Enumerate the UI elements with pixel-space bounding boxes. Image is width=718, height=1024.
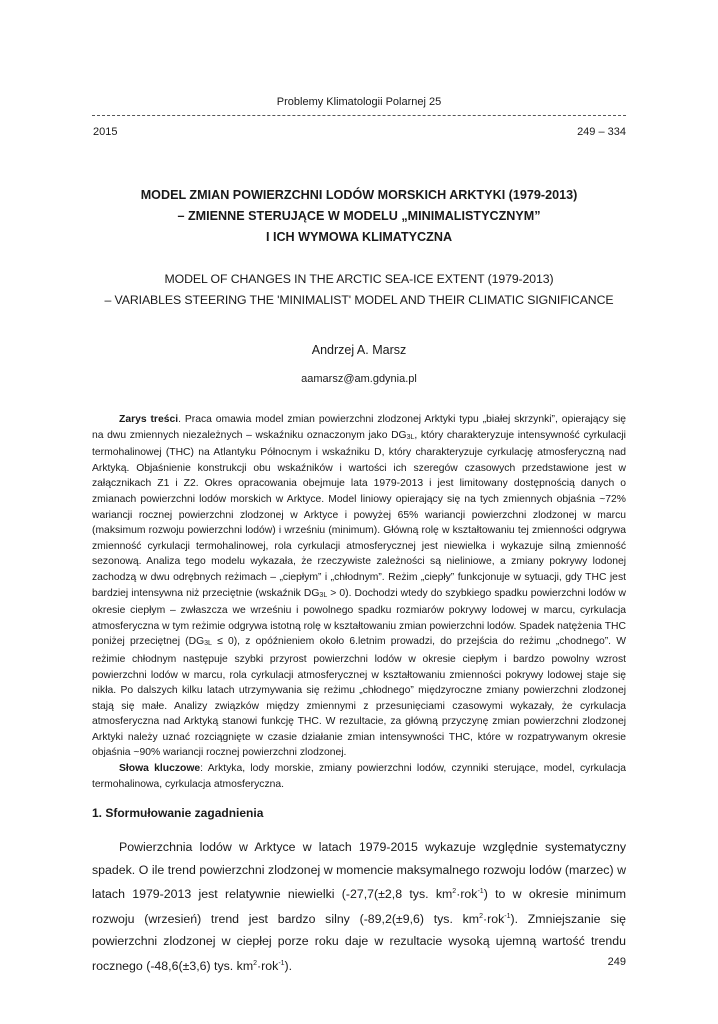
subscript: 3L — [204, 640, 212, 648]
abstract-paragraph — [92, 412, 626, 761]
title-english — [92, 269, 626, 311]
body-text-run: ). Zmniejszanie się powierzchni zlodzonej w ciepłej porze roku daje w rezultacie wysoką ujemną wartość trendu rocznego (-48,6(±3,6) tys. km — [92, 911, 626, 973]
subscript: 3L — [319, 591, 328, 599]
keywords-label: Słowa kluczowe — [119, 763, 201, 775]
abstract-text: , który charakteryzuje intensywność cyrkulacji termohalinowej (THC) na Atlantyku Północnym i wskaźniku D, który charakteryzuje cyrkulację atmosferyczną nad Arktyką. Objaśnienie konstrukcji obu wskaźników i wartości ich szeregów czasowych przedstawione jest w załącznikach Z1 i Z2. Okres opracowania obejmuje lata 1979-2013 i jest limitowany dostępnością danych o zmianach powierzchni lodów morskich w Arktyce. Model liniowy opierający się na tych zmiennych objaśnia ~72% wariancji rocznej powierzchni zlodzonej w Arktyce i powyżej 65% wariancji powierzchni zlodzonej w marcu (maksimum rozwoju powierzchni lodów) i wrześniu (minimum). Główną rolę w kształtowaniu tej zmienności odgrywa zmienność cyrkulacji termohalinowej, rola cyrkulacji atmosferycznej jest niewielka i wykazuje silną zmienność sezonową. Analiza tego modelu wykazała, że rzeczywiste zależności są nieliniowe, a zmiany pokrywy lodonej zachodzą w dwu odrębnych reżimach – „ciepłym” i „chłodnym”. Reżim „ciepły” funkcjonuje w sytuacji, gdy THC jest bardziej intensywna niż przeciętnie (wskaźnik DG — [92, 429, 626, 599]
superscript: -1 — [278, 959, 285, 967]
title-polish-line: I ICH WYMOWA KLIMATYCZNA — [265, 230, 453, 244]
superscript: -1 — [477, 888, 484, 895]
title-english-line: MODEL OF CHANGES IN THE ARCTIC SEA-ICE EXTENT (1979-2013) — [164, 272, 554, 286]
author-name: Andrzej A. Marsz — [311, 343, 407, 357]
superscript: 2 — [479, 912, 483, 920]
abstract-label: Zarys treści — [119, 414, 179, 425]
abstract-text: ≤ 0), z opóźnieniem około 6.letnim prowadzi, do przejścia do reżimu „chodnego”. W reżimie chłodnym następuje szybki przyrost powierzchni lodów w okresie ciepłym i bardzo powolny wzrost powierzchni lodów w marcu, rola cyrkulacji atmosferycznej w kształtowaniu zmienności pokrywy lodowej staje się nikła. Po dalszych kilku latach utrzymywania się reżimu „chłodnego” międzyroczne zmiany powierzchni zlodzonej stają się małe. Analizy związków między zmiennymi z przesunięciami czasowymi wykazały, że cyrkulacja atmosferyczna nad Arktyką stanowi funkcję THC. W rezultacie, za główną przyczynę zmian powierzchni zlodzonej Arktyki należy uznać rozciągnięte w czasie działanie zmian intensywności THC, które w rozpatrywanym okresie objaśnia ~90% wariancji rocznej powierzchni zlodzonej. — [92, 636, 626, 759]
body-text-run: ·rok — [456, 887, 478, 901]
journal-title: Problemy Klimatologii Polarnej 25 — [276, 96, 442, 108]
title-polish-line: MODEL ZMIAN POWIERZCHNI LODÓW MORSKICH ARKTYKI (1979-2013) — [140, 188, 578, 202]
body-text-run: ) to w okresie minimum rozwoju (wrzesień) trend jest bardzo silny (-89,2(±9,6) tys. km — [92, 887, 626, 926]
body-text — [92, 836, 626, 977]
page-number: 249 — [607, 956, 626, 968]
author-email[interactable]: aamarsz@am.gdynia.pl — [301, 373, 417, 385]
title-polish — [92, 185, 626, 248]
superscript: 2 — [253, 959, 258, 967]
body-text-run: ·rok — [257, 958, 279, 973]
superscript: -1 — [504, 912, 511, 920]
header-divider — [92, 115, 626, 116]
body-text-run: ·rok — [483, 911, 505, 926]
superscript: 2 — [452, 888, 457, 895]
body-text-run: ). — [284, 958, 293, 973]
abstract-text: . Praca omawia model zmian powierzchni zlodzonej Arktyki typu „białej skrzynki”, opierający się na dwu zmiennych niezależnych – wskaźniku oznaczonym jako DG — [92, 414, 626, 441]
publication-year: 2015 — [93, 126, 118, 138]
body-paragraph — [92, 836, 626, 977]
abstract-text: > 0). Dochodzi wtedy do szybkiego spadku powierzchni lodów w okresie ciepłym – zwłaszcza we wrześniu i powolnego spadku rozmiarów pokrywy lodowej w marcu, cyrkulacja atmosferyczna w tym reżimie odgrywa istotną rolę w kształtowaniu zmian powierzchni lodów. Spadek natężenia THC poniżej przeciętnej (DG — [92, 587, 626, 648]
subscript: 3L — [406, 433, 415, 441]
title-polish-line: – ZMIENNE STERUJĄCE W MODELU „MINIMALISTYCZNYM” — [177, 209, 541, 223]
abstract — [92, 412, 626, 792]
keywords-text: : Arktyka, lody morskie, zmiany powierzchni lodów, czynniki sterujące, model, cyrkulacja termohalinowa, cyrkulacja atmosferyczna. — [92, 763, 626, 790]
page-range: 249 – 334 — [577, 126, 626, 138]
keywords-paragraph — [92, 761, 626, 792]
section-heading: 1. Sformułowanie zagadnienia — [92, 806, 264, 820]
title-english-line: – VARIABLES STEERING THE 'MINIMALIST' MODEL AND THEIR CLIMATIC SIGNIFICANCE — [104, 293, 614, 307]
body-text-run: Powierzchnia lodów w Arktyce w latach 1979-2015 wykazuje względnie systematyczny spadek. O ile trend powierzchni zlodzonej w momencie maksymalnego rozwoju lodów (marzec) w latach 1979-2013 jest relatywnie niewielki (-27,7(±2,8 tys. km — [92, 840, 626, 901]
